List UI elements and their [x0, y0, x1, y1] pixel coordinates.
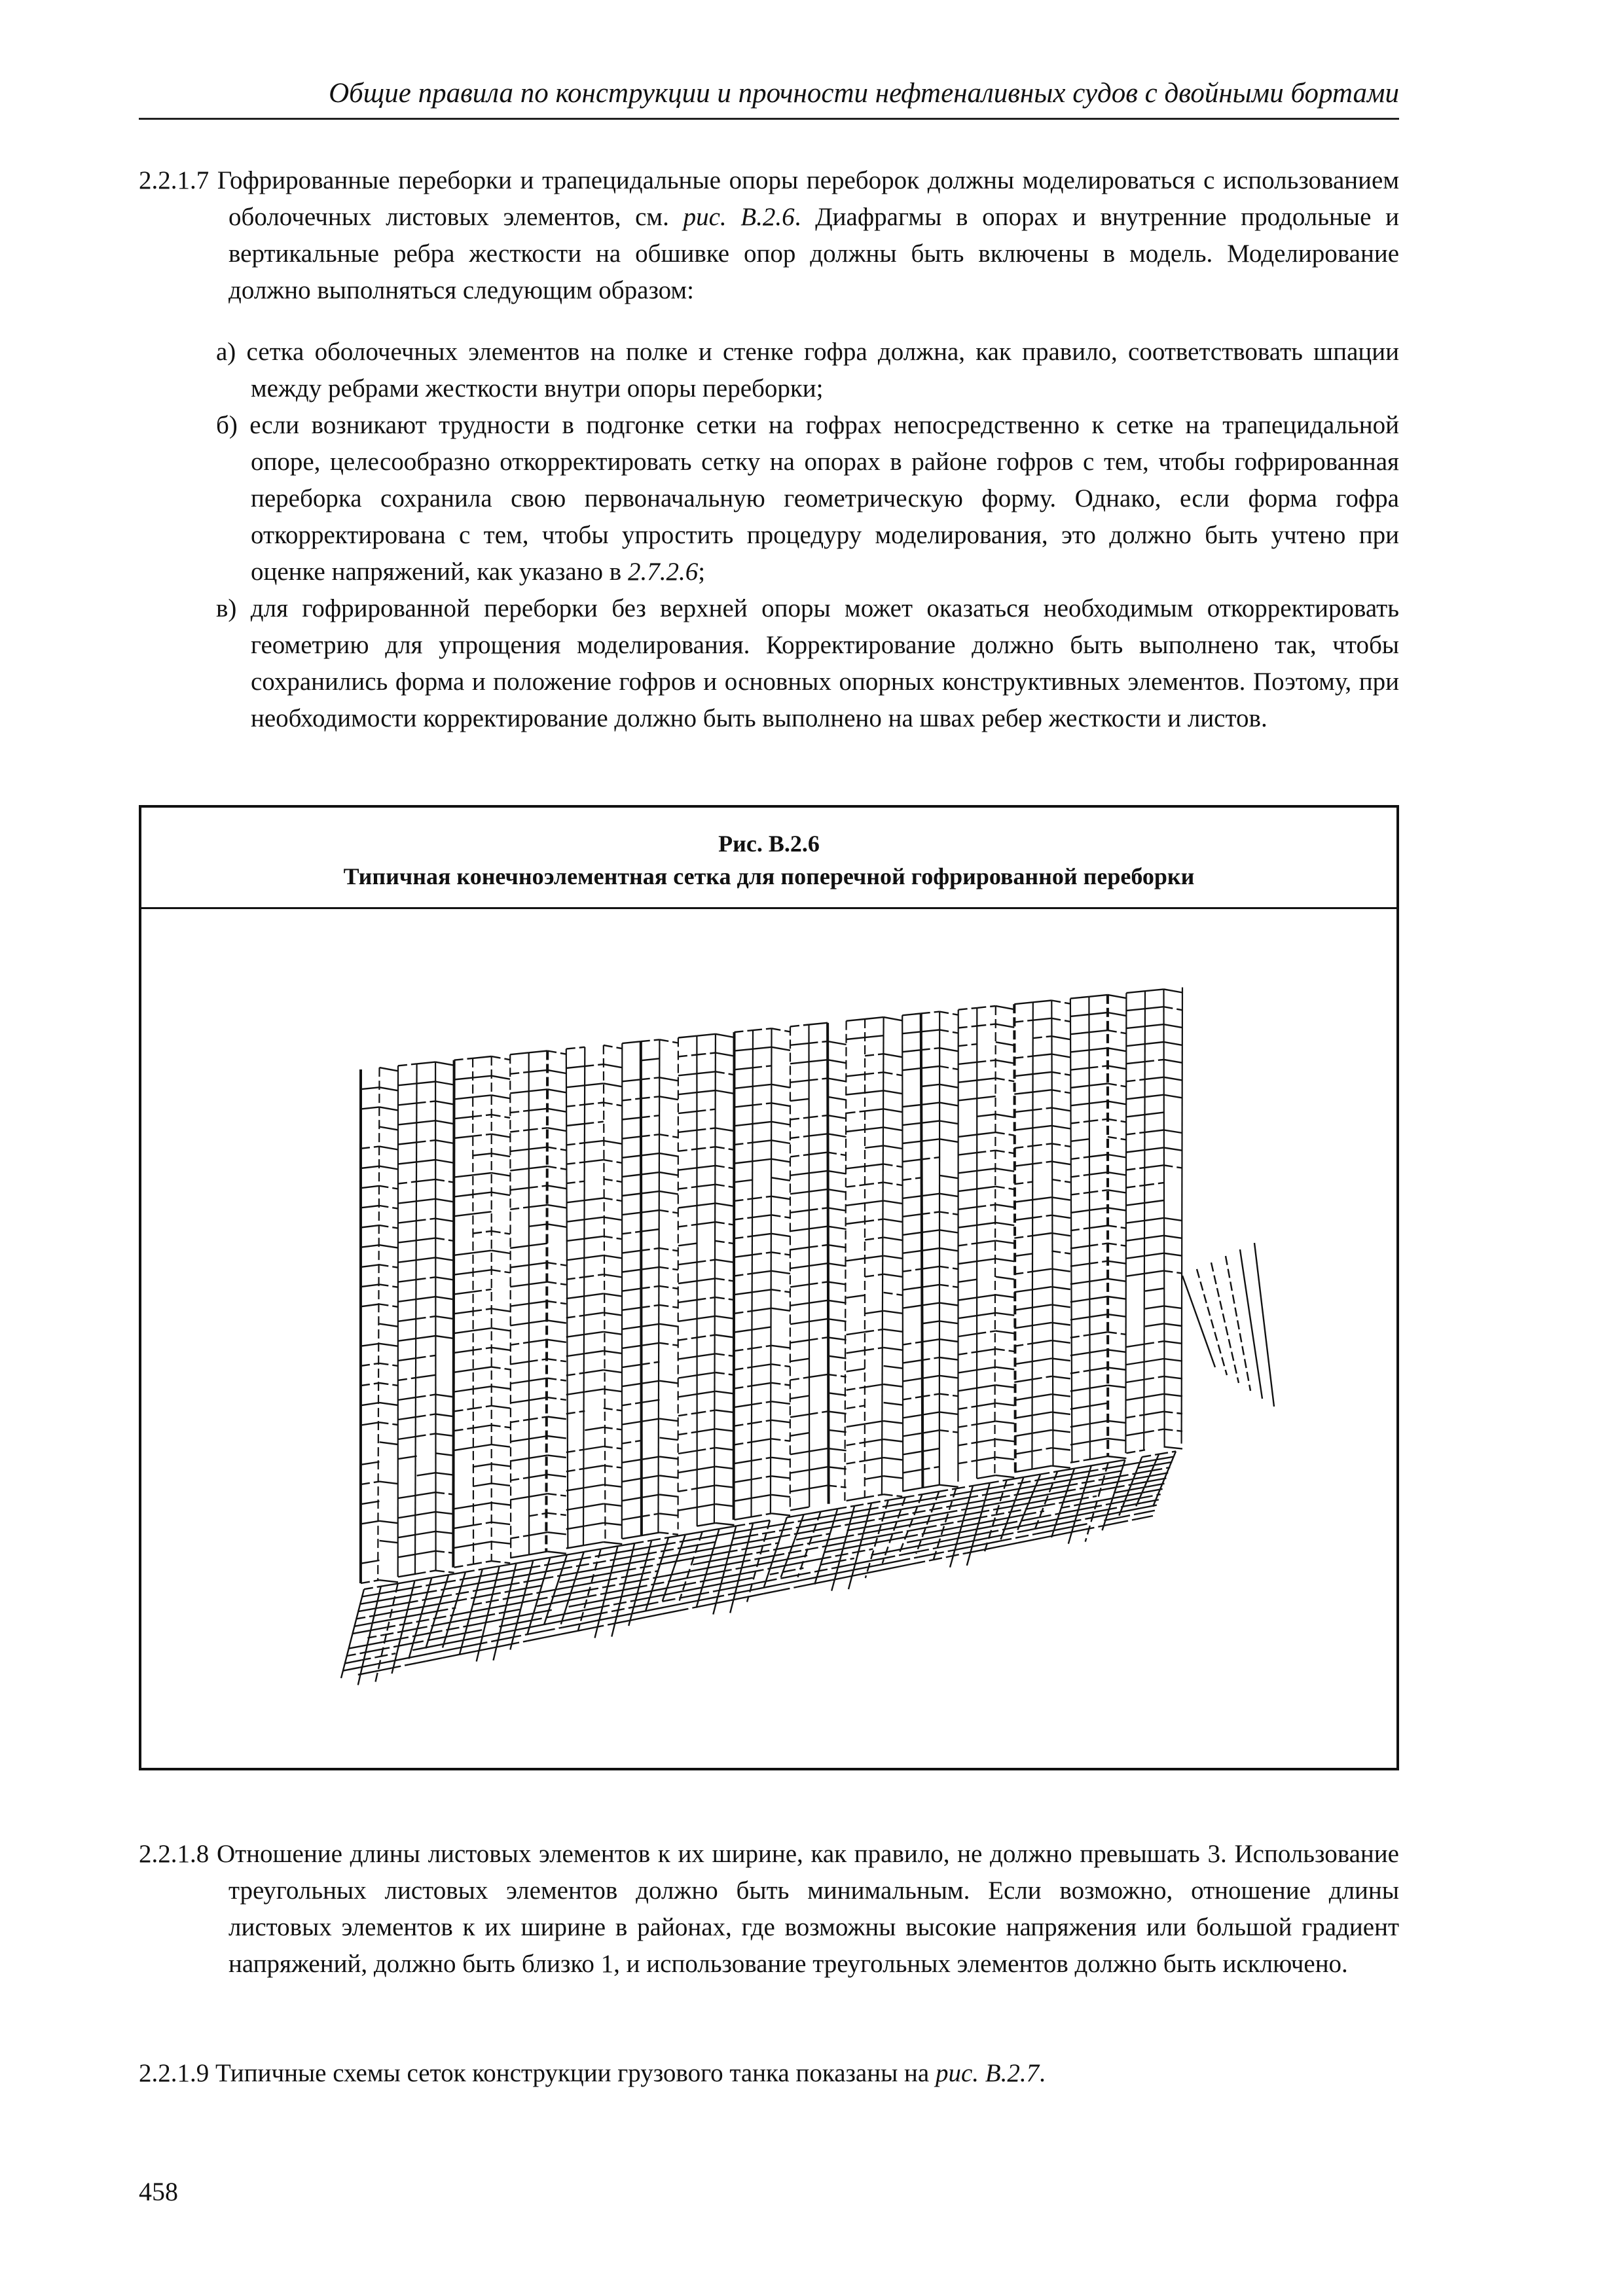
paragraph-2-2-1-8: 2.2.1.8 Отношение длины листовых элементов к их ширине, как правило, не должно превышать 3. Использование треугольных листовых элементов должно быть минимальным. Если возможно, отношение длины листовых элементов к их ширине в районах, где возможны высокие напряжения или большой градиент напряжений, должно быть близко 1, и использование треугольных элементов должно быть исключено.	[139, 1840, 1399, 1978]
section-2-2-1-7	[139, 162, 1399, 309]
list-item-a: а) сетка оболочечных элементов на полке и стенке гофра должна, как правило, соответствовать шпации между ребрами жесткости внутри опоры переборки;	[216, 338, 1399, 403]
section-2-2-1-8	[139, 1836, 1399, 1982]
figure-number: Рис. В.2.6	[718, 831, 820, 857]
list-item-text: ;	[698, 558, 706, 586]
figure-reference[interactable]: рис. В.2.6	[683, 203, 795, 231]
page-number: 458	[139, 2177, 178, 2206]
section-reference[interactable]: 2.7.2.6	[627, 558, 699, 586]
figure-caption	[141, 808, 1396, 909]
figure-reference[interactable]: рис. В.2.7	[935, 2059, 1040, 2087]
running-header	[139, 71, 1399, 120]
modeling-list	[216, 334, 1399, 737]
list-item-b	[216, 407, 1399, 590]
fe-mesh-drawing	[141, 909, 1396, 1768]
paragraph-2-2-1-7	[139, 162, 1399, 309]
figure-title: Типичная конечноэлементная сетка для поперечной гофрированной переборки	[343, 863, 1195, 889]
paragraph-2-2-1-9	[139, 2055, 1399, 2092]
running-title: Общие правила по конструкции и прочности нефтеналивных судов с двойными бортами	[329, 78, 1399, 109]
figure-b-2-6	[139, 805, 1399, 1770]
paragraph-text: 2.2.1.7 Гофрированные переборки и трапецидальные опоры переборок должны моделироваться с использованием оболочечных листовых элементов, см.	[139, 166, 1399, 231]
list-item-text: б) если возникают трудности в подгонке сетки на гофрах непосредственно к сетке на трапецидальной опоре, целесообразно откорректировать сетку на опорах в районе гофров с тем, чтобы гофрированная переборка сохранила свою первоначальную геометрическую форму. Однако, если форма гофра откорректирована с тем, чтобы упростить процедуру моделирования, это должно быть учтено при оценке напряжений, как указано в	[216, 411, 1399, 586]
section-2-2-1-9	[139, 2055, 1399, 2092]
paragraph-text: 2.2.1.9 Типичные схемы сеток конструкции грузового танка показаны на	[139, 2059, 936, 2087]
paragraph-text: . Диафрагмы в опорах и внутренние продольные и вертикальные ребра жесткости на обшивке опор должны быть включены в модель. Моделирование должно выполняться следующим образом:	[228, 203, 1399, 304]
paragraph-text: .	[1039, 2059, 1046, 2087]
list-item-c: в) для гофрированной переборки без верхней опоры может оказаться необходимым откорректировать геометрию для упрощения моделирования. Корректирование должно быть выполнено так, чтобы сохранились форма и положение гофров и основных опорных конструктивных элементов. Поэтому, при необходимости корректирование должно быть выполнено на швах ребер жесткости и листов.	[216, 594, 1399, 732]
